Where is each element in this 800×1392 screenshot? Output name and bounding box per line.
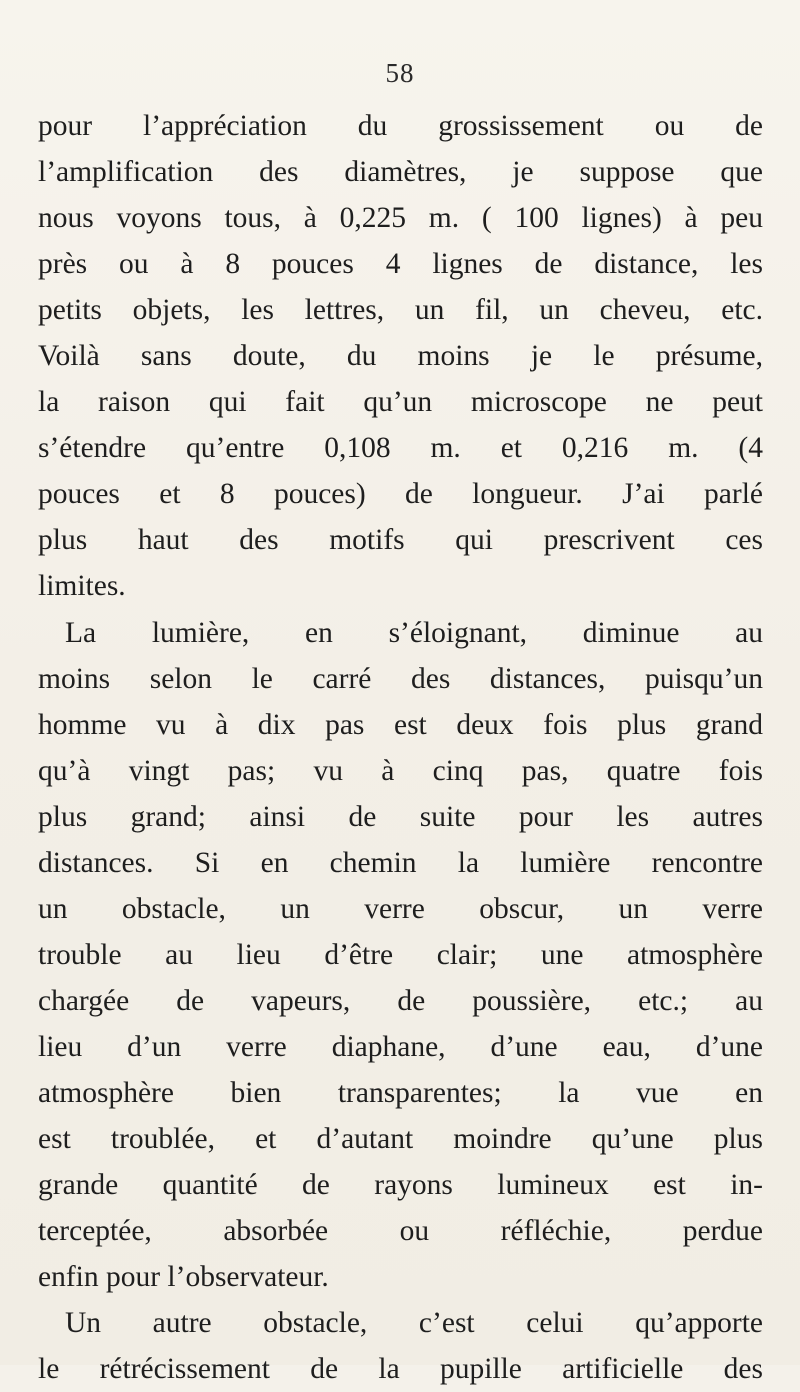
text-line: qu’à vingt pas; vu à cinq pas, quatre fois (38, 754, 763, 787)
text-line: lieu d’un verre diaphane, d’une eau, d’une (38, 1030, 763, 1063)
text-line: pour l’appréciation du grossissement ou de (38, 110, 763, 142)
text-line: nous voyons tous, à 0,225 m. ( 100 lignes) à peu (38, 202, 763, 235)
text-line: moins selon le carré des distances, puisqu’un (38, 662, 763, 695)
body-text (38, 103, 763, 1392)
text-line: atmosphère bien transparentes; la vue en (38, 1076, 763, 1109)
text-line: près ou à 8 pouces 4 lignes de distance, les (38, 248, 763, 281)
text-line: limites. (38, 570, 126, 603)
text-line: pouces et 8 pouces) de longueur. J’ai parlé (38, 478, 763, 511)
text-line: distances. Si en chemin la lumière rencontre (38, 846, 763, 879)
text-line: homme vu à dix pas est deux fois plus grand (38, 708, 763, 741)
text-line: grande quantité de rayons lumineux est in- (38, 1169, 763, 1202)
text-line: La lumière, en s’éloignant, diminue au (65, 616, 763, 649)
text-line: la raison qui fait qu’un microscope ne peut (38, 386, 763, 419)
text-line: s’étendre qu’entre 0,108 m. et 0,216 m. (4 (38, 432, 763, 465)
text-line: plus haut des motifs qui prescrivent ces (38, 524, 763, 557)
text-line: un obstacle, un verre obscur, un verre (38, 892, 763, 925)
text-line: chargée de vapeurs, de poussière, etc.; au (38, 984, 763, 1017)
text-line: enfin pour l’observateur. (38, 1261, 329, 1294)
text-line: terceptée, absorbée ou réfléchie, perdue (38, 1215, 763, 1248)
text-line: l’amplification des diamètres, je suppose que (38, 156, 763, 189)
text-line: Un autre obstacle, c’est celui qu’apporte (65, 1307, 763, 1340)
text-line: Voilà sans doute, du moins je le présume, (38, 340, 763, 373)
page-number: 58 (385, 58, 415, 88)
text-line: trouble au lieu d’être clair; une atmosphère (38, 938, 763, 971)
text-line: le rétrécissement de la pupille artificielle des (38, 1353, 763, 1386)
text-line: plus grand; ainsi de suite pour les autres (38, 800, 763, 833)
text-line: est troublée, et d’autant moindre qu’une plus (38, 1123, 763, 1156)
text-line: petits objets, les lettres, un fil, un cheveu, etc. (38, 294, 763, 327)
